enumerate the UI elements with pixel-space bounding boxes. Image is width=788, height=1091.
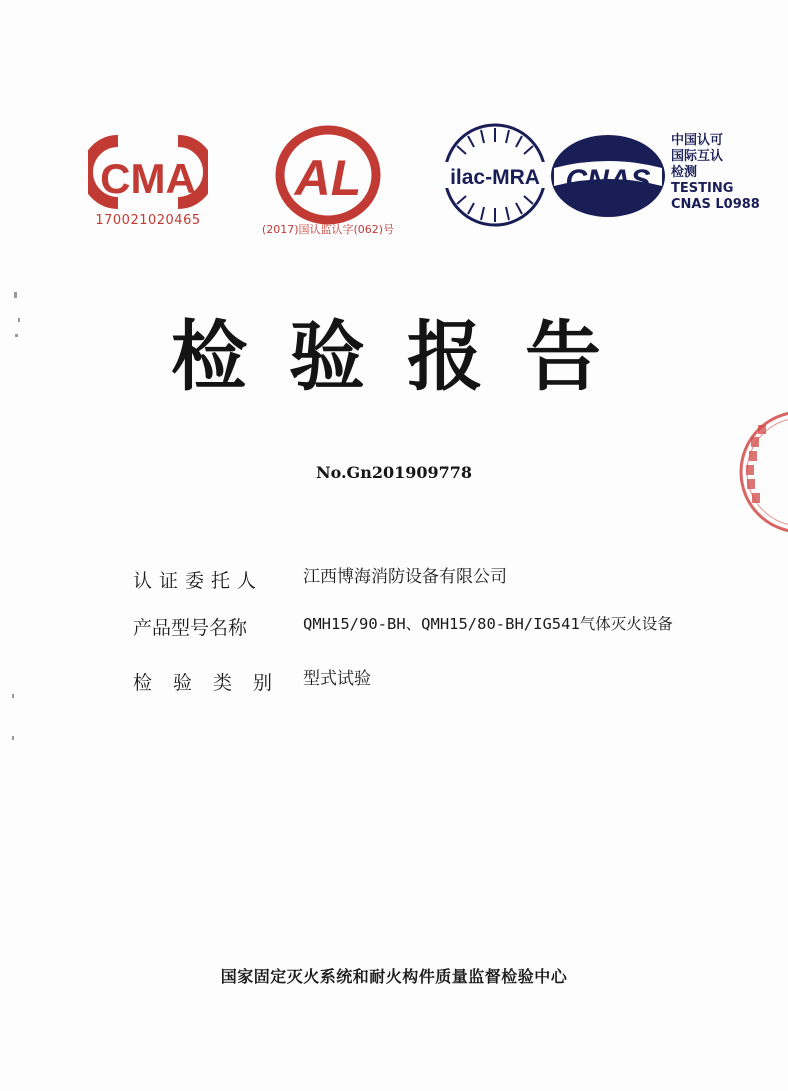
cnas-logo [548,132,668,220]
ilac-mra-logo [441,120,549,230]
field-label-client: 认证委托人 [133,570,264,592]
cnas-line-2: 国际互认 [671,149,724,164]
scan-artifact [12,694,14,698]
cal-logo [272,125,384,225]
cal-mark-text: AL [294,150,362,206]
cnas-line-5: CNAS L0988 [671,197,760,212]
report-number: No.Gn201909778 [315,463,473,482]
cnas-line-3: 检测 [671,165,698,180]
cnas-line-1: 中国认可 [671,133,724,148]
cnas-mark-text: CNAS [565,164,651,197]
issuing-organization: 国家固定灭火系统和耐火构件质量监督检验中心 [220,967,568,986]
report-title: 检验报告 [171,312,643,401]
field-label-inspection-type: 检验类别 [133,672,294,694]
field-value-product: QMH15/90-BH、QMH15/80-BH/IG541气体灭火设备 [303,615,673,633]
field-value-inspection-type: 型式试验 [303,669,371,689]
cma-mark-text: CMA [100,155,196,202]
ilac-mark-text: ilac-MRA [450,166,540,189]
cal-certificate-number: (2017)国认监认字(062)号 [261,223,395,236]
cnas-line-4: TESTING [671,181,734,196]
field-label-product: 产品型号名称 [133,617,248,639]
cma-certificate-number: 170021020465 [95,213,201,228]
scan-artifact [12,736,14,740]
cma-logo [88,133,208,215]
cnas-accreditation-text [671,133,760,213]
field-value-client: 江西博海消防设备有限公司 [303,567,507,587]
